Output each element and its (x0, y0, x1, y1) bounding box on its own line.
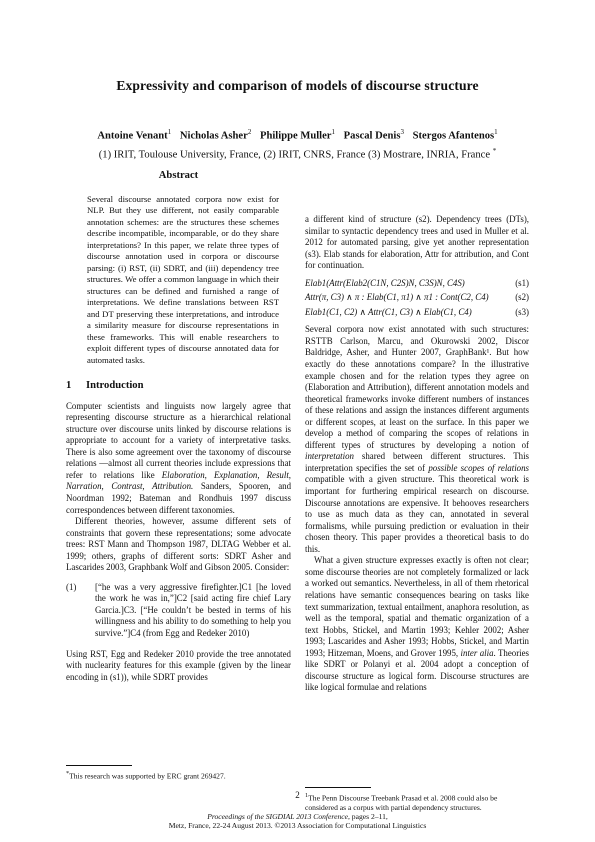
intro-paragraph-1 (66, 401, 291, 516)
intro-paragraph-2: Different theories, however, assume different sets of constraints that govern these representations; some advocate trees: RST Mann and Thompson 1987, DLTAG Webber et al. 1999; others, graphs of different sorts: SDRT Asher and Lascarides 2003, Graphbank Wolf and Gibson 2005. Consider: (66, 516, 291, 573)
body-text: shared between different structures. This interpretation specifies the set of (305, 451, 530, 473)
right-paragraph-1: a different kind of structure (s2). Dependency trees (DTs), similar to syntactic dependency trees and used in Muller et al. 2012 for automated parsing, give yet another representation (s3). Elab stands for elaboration, Attr for attribution, and Cont for continuation. (305, 214, 529, 271)
body-text: compatible with a given structure. This theoretical work is important for furthering empirical research on discourse. Discourse annotations are expensive. It behooves researchers to use as much data as they can, annotated in several formalisms, while pursuing prediction or evaluation in their chosen theory. This paper provides a theoretical basis to do this. (305, 474, 529, 554)
formula-s1 (305, 278, 529, 290)
footnote-mark: 1 (305, 792, 309, 799)
author-affiliation-mark: 2 (247, 128, 252, 136)
intro-text-end: Sanders, Spooren, and Noordman 1992; Bateman and Rondhuis 1997 discuss correspondences between different taxonomies. (66, 481, 292, 515)
footnote-body: This research was supported by ERC grant 269427. (69, 771, 226, 781)
section-title: Introduction (86, 380, 144, 392)
formula-label: (s1) (515, 277, 529, 288)
body-text: Several corpora now exist annotated with such structures: RSTTB Carlson, Marcu, and Okurowski 2002, Discor Baldridge, Asher, and Hunter 2007, GraphBank¹. But how exactly do these annotations compare? In the illustrative example chosen and for the relation types they agree on (Elaboration and Attribution), different annotation models and theoretical frameworks invoke different numbers of instances of these relations and assign the instances different arguments or different scopes, at least on the surface. In this paper we develop a method of comparing the scopes of relations in different types of structures by developing a notion of (305, 324, 529, 450)
emphasis-text: inter alia (460, 647, 494, 658)
body-text: . Theories like SDRT or Polanyi et al. 2004 adopt a conception of discourse structure as logical form. Discourse structures are like logical formulae and relations (305, 647, 530, 693)
abstract-heading: Abstract (158, 170, 199, 181)
author-affiliation-mark: 3 (400, 128, 404, 136)
emphasis-text: possible scopes of relations (428, 462, 530, 473)
emphasis-text: interpretation (305, 451, 354, 462)
right-column (305, 214, 529, 694)
section-heading (66, 380, 291, 392)
page-number: 2 (295, 790, 300, 800)
footnote-left (66, 765, 291, 781)
formula-label: (s3) (515, 306, 529, 317)
right-paragraph-3 (305, 555, 529, 694)
formula-text: Elab1(C1, C2) ∧ Attr(C1, C3) ∧ Elab(C1, C4) (305, 306, 472, 317)
footnote-body: The Penn Discourse Treebank Prasad et al. 2008 could also be considered as a corpus with partial dependency structures. (305, 793, 498, 813)
formula-s2 (305, 292, 529, 304)
footnote-text (66, 769, 291, 781)
author-name: Antoine Venant (97, 130, 168, 142)
example-text: [“he was a very aggressive firefighter.]C1 [he loved the work he was in,”]C2 [said acting fire chief Lary Garcia.]C3. [“He couldn’t be bested in terms of his willingness and his ability to do something to help you survive.”]C4 (from Egg and Redeker 2010) (95, 581, 291, 638)
author-name: Philippe Muller (260, 130, 332, 142)
body-text: What a given structure expresses exactly is often not clear; some discourse theories are not completely formalized or lack a worked out semantics. Nevertheless, in all of them rhetorical relations have semantic consequences bearing on tasks like text summarization, textual entailment, anaphora resolution, as well as the temporal, spatial and thematic organization of a text Hobbs, Stickel, and Martin 1993; Kehler 2002; Asher 1993; Lascarides and Asher 1993; Hobbs, Stickel, and Martin 1993; Hitzeman, Moens, and Grover 1995, (305, 555, 529, 658)
section-number: 1 (66, 380, 72, 392)
formula-s3 (305, 307, 529, 319)
author-affiliation-mark: 1 (494, 128, 498, 136)
formula-block (305, 278, 529, 319)
right-paragraph-2 (305, 324, 529, 555)
intro-paragraph-3: Using RST, Egg and Redeker 2010 provide the tree annotated with nuclearity features for this example (given by the linear encoding in (s1)), while SDRT provides (66, 648, 291, 682)
proceedings-pages: , pages 2–11, (348, 812, 388, 821)
footnote-rule (66, 765, 132, 766)
formula-text: Attr(π, C3) ∧ π : Elab(C1, π1) ∧ π1 : Cont(C2, C4) (305, 292, 489, 303)
author-name: Stergos Afantenos (412, 130, 495, 142)
paper-title: Expressivity and comparison of models of discourse structure (116, 78, 479, 93)
author-affiliation-mark: 1 (167, 128, 172, 136)
left-column (66, 170, 291, 683)
author-affiliation-mark: 1 (331, 128, 336, 136)
footnote-rule (305, 787, 371, 788)
proceedings-venue: Metz, France, 22-24 August 2013. ©2013 Association for Computational Linguistics (168, 821, 427, 830)
example-number: (1) (66, 581, 77, 592)
funding-footnote-mark: * (492, 147, 497, 155)
intro-text: Computer scientists and linguists now largely agree that representing discourse structure as a hierarchical relational structure over discourse units linked by discourse relations is appropriate to account for a variety of interpretative tasks. There is also some agreement over the taxonomy of discourse relations —almost all current theories include expressions that refer to relations like (66, 400, 291, 480)
relation-list: Elaboration, Explanation, Result, Narration, Contrast, Attribution. (66, 469, 291, 492)
formula-text: Elab1(Attr(Elab2(C1N, C2S)N, C3S)N, C4S) (305, 277, 465, 288)
example-1 (66, 582, 291, 640)
author-name: Nicholas Asher (179, 130, 248, 142)
affiliations-text: (1) IRIT, Toulouse University, France, (2) IRIT, CNRS, France (3) Mostrare, INRIA, France (98, 149, 491, 161)
proceedings-footer (0, 812, 595, 830)
footnote-mark: * (66, 770, 70, 777)
proceedings-title: Proceedings of the SIGDIAL 2013 Conference (207, 812, 348, 821)
formula-label: (s2) (515, 292, 529, 303)
author-name: Pascal Denis (343, 130, 401, 142)
affiliations (0, 147, 595, 161)
author-list (0, 128, 595, 142)
abstract-text: Several discourse annotated corpora now exist for NLP. But they use different, not easily comparable annotation schemes: are the structures these schemes describe incompatible, incomparable, or do they share interpretations? In this paper, we relate three types of discourse annotation used in corpora or discourse parsing: (i) RST, (ii) SDRT, and (iii) dependency tree structures. We offer a common language in which their structures can be defined and furnished a range of interpretations. We define translations between RST and DT preserving these interpretations, and introduce a similarity measure for discourse representations in these frameworks. This will enable researchers to exploit different types of discourse annotated data for automated tasks. (87, 193, 279, 365)
